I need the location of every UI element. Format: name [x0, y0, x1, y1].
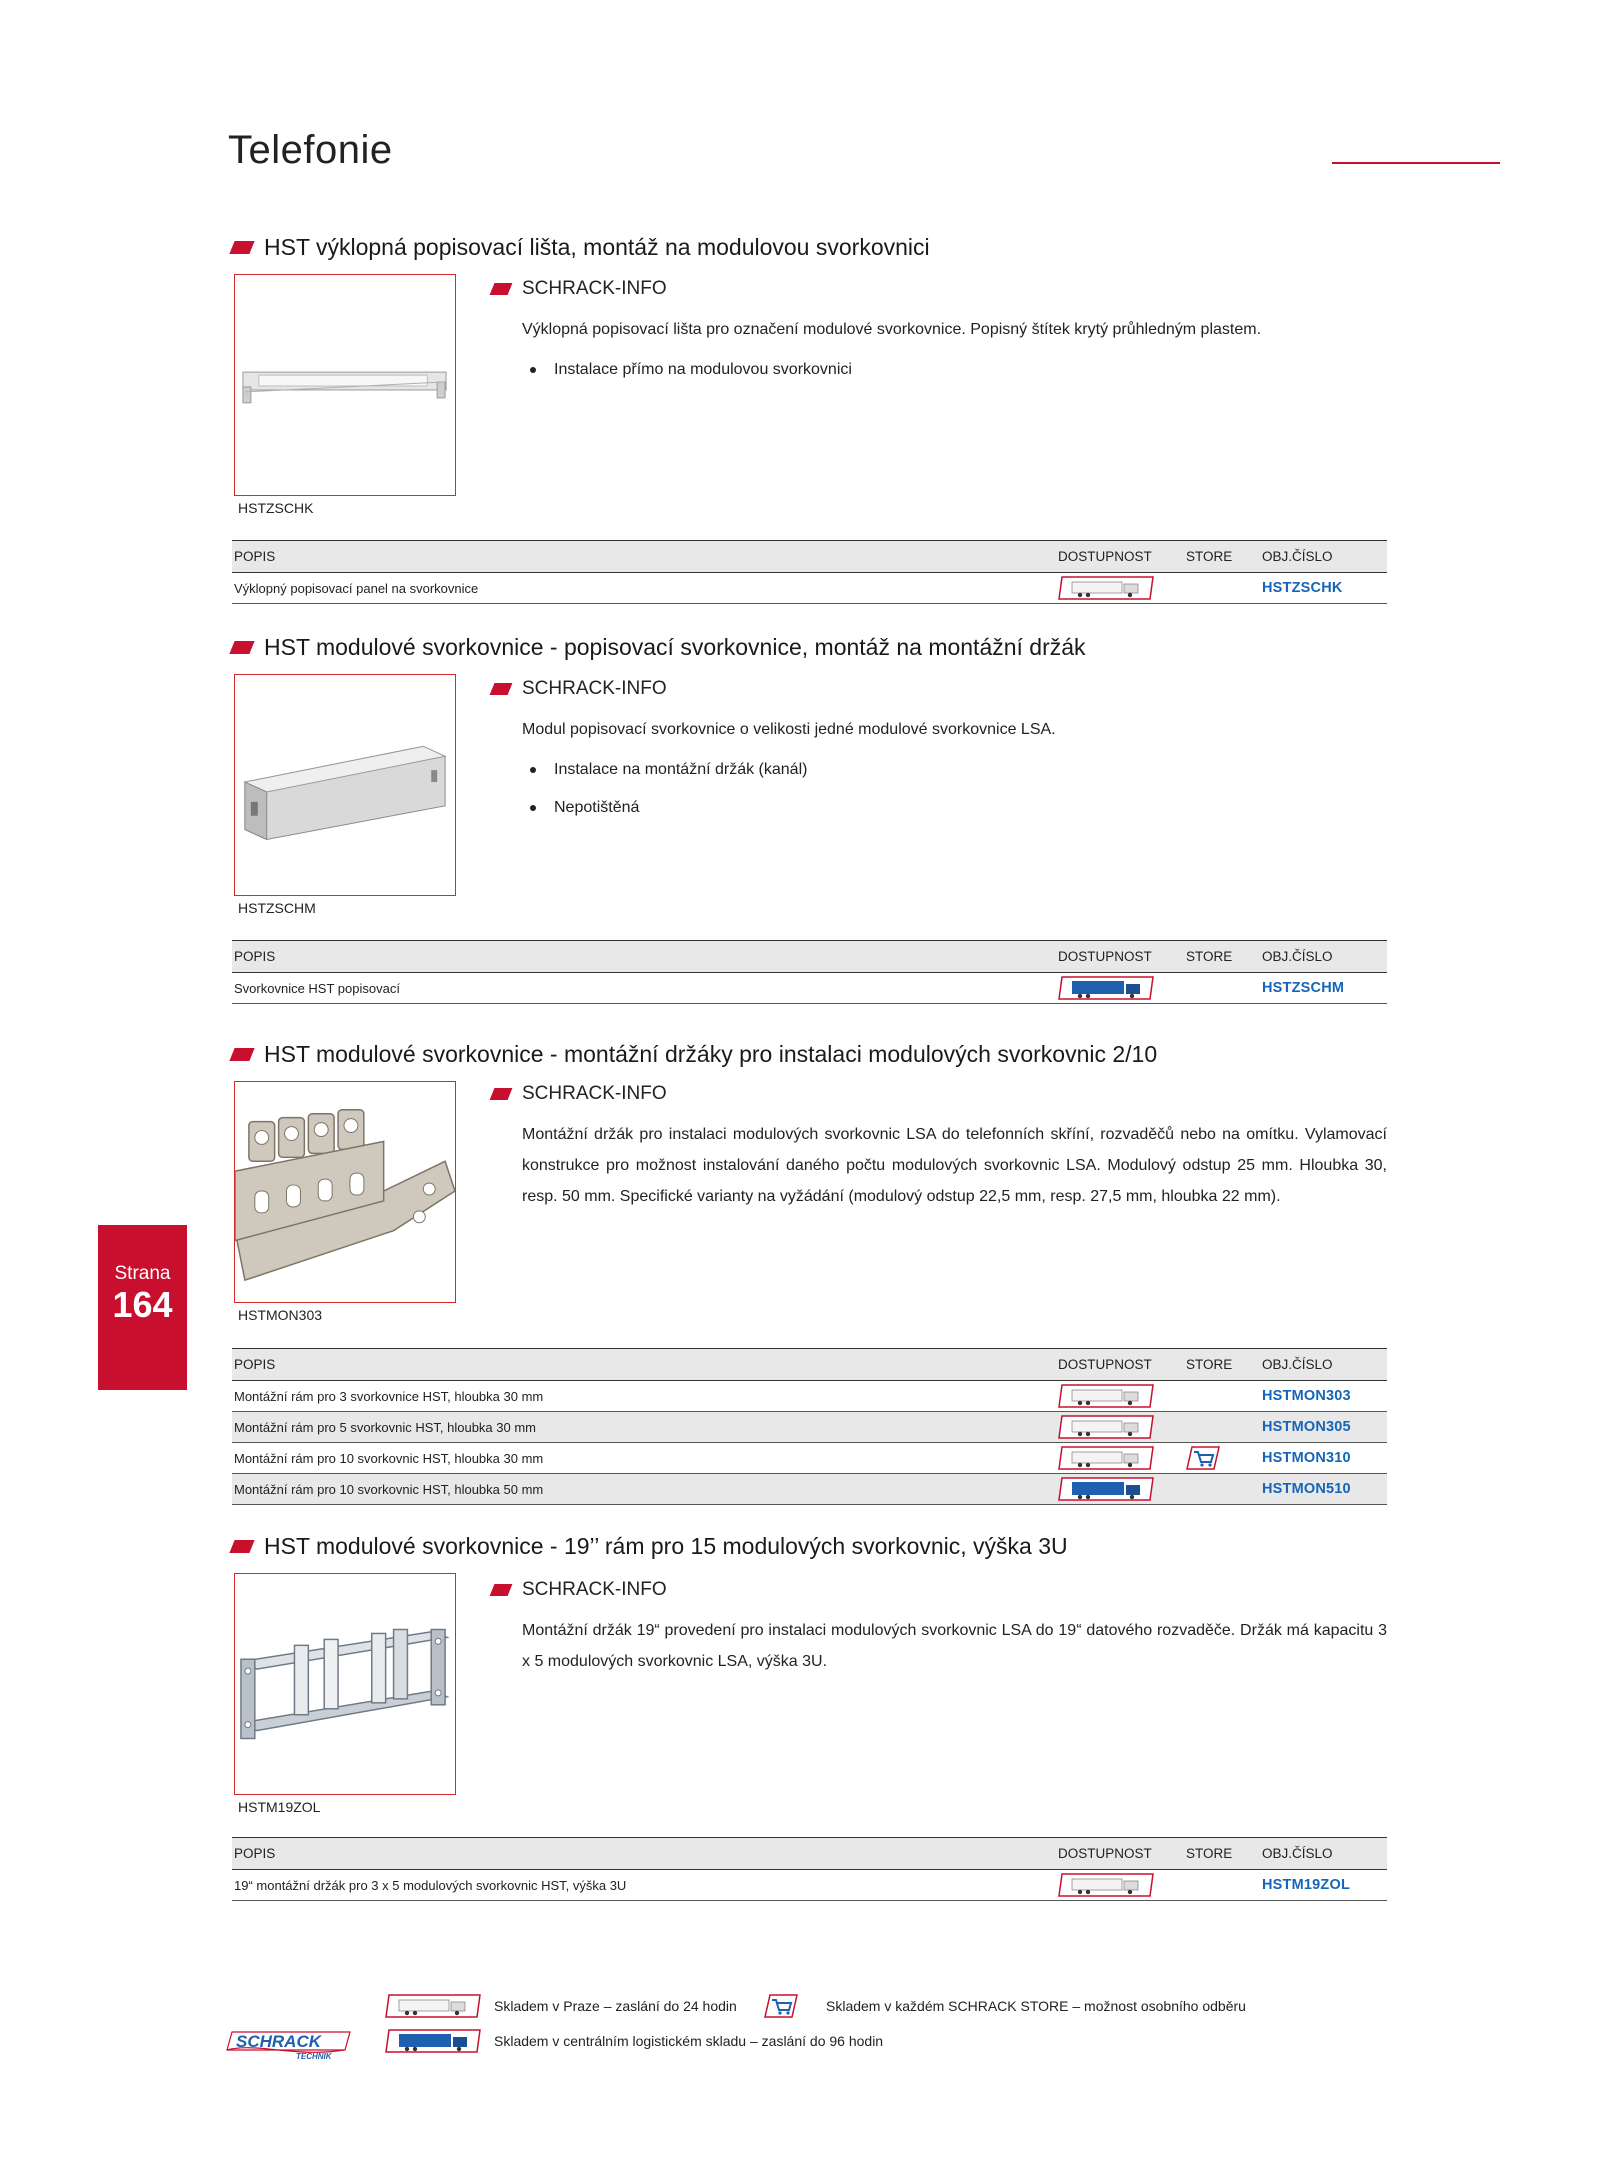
info-bullet: Instalace přímo na modulovou svorkovnici	[522, 351, 1387, 389]
product-section	[232, 1039, 1387, 1497]
schrack-logo	[226, 2028, 351, 2062]
header-dostupnost: DOSTUPNOST	[1058, 949, 1152, 964]
table-header	[232, 1349, 1387, 1381]
header-dostupnost: DOSTUPNOST	[1058, 1357, 1152, 1372]
table-row	[232, 1870, 1387, 1901]
store-cell	[1184, 1443, 1260, 1474]
schrack-info	[492, 1577, 1387, 1677]
row-popis: Svorkovnice HST popisovací	[234, 980, 400, 996]
schrack-info-label: SCHRACK-INFO	[522, 278, 667, 299]
strana-label: Strana	[114, 1263, 171, 1284]
product-image-code: HSTZSCHK	[238, 500, 314, 516]
store-cell	[1184, 1381, 1260, 1412]
red-square-icon	[490, 1088, 513, 1100]
row-popis: Montážní rám pro 10 svorkovnic HST, hloubka 50 mm	[234, 1481, 544, 1497]
table-row	[232, 1381, 1387, 1412]
header-popis: POPIS	[234, 1357, 276, 1372]
schrack-info	[492, 1081, 1387, 1212]
section-heading	[232, 632, 1387, 662]
product-table	[232, 1348, 1387, 1505]
order-code-link[interactable]: HSTMON305	[1262, 1419, 1351, 1435]
header-popis: POPIS	[234, 549, 276, 564]
red-square-icon	[229, 641, 254, 654]
page-number-tab	[98, 1225, 187, 1390]
red-square-icon	[490, 683, 513, 695]
header-obj: OBJ.ČÍSLO	[1262, 949, 1333, 964]
table-header	[232, 541, 1387, 573]
info-bullets	[522, 751, 1387, 827]
header-store: STORE	[1186, 1846, 1233, 1861]
schrack-info-heading	[492, 276, 1387, 302]
schrack-info-label: SCHRACK-INFO	[522, 1579, 667, 1600]
order-code-link[interactable]: HSTZSCHK	[1262, 580, 1343, 596]
table-row	[232, 1443, 1387, 1474]
table-row	[232, 1412, 1387, 1443]
schrack-info-label: SCHRACK-INFO	[522, 1083, 667, 1104]
product-section	[232, 232, 1387, 596]
product-image-code: HSTMON303	[238, 1307, 323, 1323]
schrack-info-label: SCHRACK-INFO	[522, 678, 667, 699]
legend-store-text: Skladem v každém SCHRACK STORE – možnost osobního odběru	[826, 1998, 1246, 2014]
availability-truck-icon	[1056, 573, 1184, 604]
legend-central-truck-icon	[385, 2028, 481, 2054]
schrack-info	[492, 276, 1387, 389]
red-square-icon	[229, 1048, 254, 1061]
header-store: STORE	[1186, 549, 1233, 564]
product-table	[232, 540, 1387, 604]
section-heading-text: HST výklopná popisovací lišta, montáž na modulovou svorkovnici	[264, 234, 930, 260]
product-image	[234, 274, 456, 496]
page-title: Telefonie	[228, 128, 393, 172]
availability-truck-icon	[1056, 1381, 1184, 1412]
store-cell	[1184, 1870, 1260, 1901]
schrack-info-heading	[492, 1081, 1387, 1107]
order-code-link[interactable]: HSTMON303	[1262, 1388, 1351, 1404]
header-obj: OBJ.ČÍSLO	[1262, 1846, 1333, 1861]
info-text: Montážní držák pro instalaci modulových svorkovnic LSA do telefonních skříní, rozvaděčů nebo na omítku. Vylamovací konstrukce pro možnost instalování daného počtu modulových svorkovnic LSA. Modulový odstup 25 mm. Hloubka 30, resp. 50 mm. Specifické varianty na vyžádání (modulový odstup 22,5 mm, resp. 27,5 mm, hloubka 22 mm).	[522, 1126, 1387, 1205]
schrack-info	[492, 676, 1387, 827]
header-obj: OBJ.ČÍSLO	[1262, 1357, 1333, 1372]
row-popis: Montážní rám pro 3 svorkovnice HST, hloubka 30 mm	[234, 1388, 544, 1404]
info-bullet: Nepotištěná	[522, 789, 1387, 827]
product-table	[232, 1837, 1387, 1901]
header-dostupnost: DOSTUPNOST	[1058, 549, 1152, 564]
section-heading	[232, 1531, 1387, 1561]
store-cell	[1184, 1474, 1260, 1505]
availability-truck-icon	[1056, 1443, 1184, 1474]
product-image	[234, 1573, 456, 1795]
legend-central-text: Skladem v centrálním logistickém skladu – zaslání do 96 hodin	[494, 2033, 884, 2049]
section-heading-text: HST modulové svorkovnice - popisovací svorkovnice, montáž na montážní držák	[264, 634, 1086, 660]
header-store: STORE	[1186, 1357, 1233, 1372]
product-image	[234, 674, 456, 896]
section-heading	[232, 232, 1387, 262]
availability-truck-icon	[1056, 1474, 1184, 1505]
info-bullets	[522, 351, 1387, 389]
svg-text:TECHNIK: TECHNIK	[296, 2052, 332, 2061]
product-image-code: HSTM19ZOL	[238, 1799, 321, 1815]
info-text: Montážní držák 19“ provedení pro instalaci modulových svorkovnic LSA do 19“ datového rozvaděče. Držák má kapacitu 3 x 5 modulových svorkovnic LSA, výška 3U.	[522, 1622, 1387, 1670]
title-rule	[1332, 162, 1500, 164]
red-square-icon	[229, 1540, 254, 1553]
svg-text:SCHRACK: SCHRACK	[236, 2032, 321, 2051]
header-store: STORE	[1186, 949, 1233, 964]
info-text: Modul popisovací svorkovnice o velikosti jedné modulové svorkovnice LSA.	[522, 721, 1056, 738]
header-dostupnost: DOSTUPNOST	[1058, 1846, 1152, 1861]
red-square-icon	[490, 1584, 513, 1596]
order-code-link[interactable]: HSTMON310	[1262, 1450, 1351, 1466]
schrack-info-heading	[492, 676, 1387, 702]
section-heading	[232, 1039, 1387, 1069]
info-bullet: Instalace na montážní držák (kanál)	[522, 751, 1387, 789]
section-heading-text: HST modulové svorkovnice - 19’’ rám pro 15 modulových svorkovnic, výška 3U	[264, 1533, 1068, 1559]
table-header	[232, 1838, 1387, 1870]
product-image-code: HSTZSCHM	[238, 900, 316, 916]
row-popis: Montážní rám pro 10 svorkovnic HST, hloubka 30 mm	[234, 1450, 544, 1466]
store-cell	[1184, 573, 1260, 604]
order-code-link[interactable]: HSTM19ZOL	[1262, 1877, 1350, 1893]
legend-store-cart-icon	[764, 1993, 798, 2019]
availability-truck-icon	[1056, 973, 1184, 1004]
red-square-icon	[229, 241, 254, 254]
legend-praha-truck-icon	[385, 1993, 481, 2019]
availability-truck-icon	[1056, 1412, 1184, 1443]
section-heading-text: HST modulové svorkovnice - montážní držáky pro instalaci modulových svorkovnic 2/10	[264, 1041, 1158, 1067]
table-header	[232, 941, 1387, 973]
table-row	[232, 973, 1387, 1004]
product-image	[234, 1081, 456, 1303]
product-table	[232, 940, 1387, 1004]
strana-number: 164	[112, 1284, 173, 1325]
legend-praha-text: Skladem v Praze – zaslání do 24 hodin	[494, 1998, 737, 2014]
store-cart-icon	[1186, 1445, 1258, 1471]
product-section	[232, 632, 1387, 996]
row-popis: Výklopný popisovací panel na svorkovnice	[234, 580, 479, 596]
table-row	[232, 573, 1387, 604]
row-popis: 19“ montážní držák pro 3 x 5 modulových svorkovnic HST, výška 3U	[234, 1877, 627, 1893]
order-code-link[interactable]: HSTZSCHM	[1262, 980, 1345, 996]
header-popis: POPIS	[234, 1846, 276, 1861]
store-cell	[1184, 973, 1260, 1004]
header-obj: OBJ.ČÍSLO	[1262, 549, 1333, 564]
red-square-icon	[490, 283, 513, 295]
order-code-link[interactable]: HSTMON510	[1262, 1481, 1351, 1497]
header-popis: POPIS	[234, 949, 276, 964]
store-cell	[1184, 1412, 1260, 1443]
table-row	[232, 1474, 1387, 1505]
row-popis: Montážní rám pro 5 svorkovnic HST, hloubka 30 mm	[234, 1419, 537, 1435]
product-section	[232, 1531, 1387, 1893]
schrack-info-heading	[492, 1577, 1387, 1603]
info-text: Výklopná popisovací lišta pro označení modulové svorkovnice. Popisný štítek krytý průhledným plastem.	[522, 321, 1262, 338]
availability-truck-icon	[1056, 1870, 1184, 1901]
